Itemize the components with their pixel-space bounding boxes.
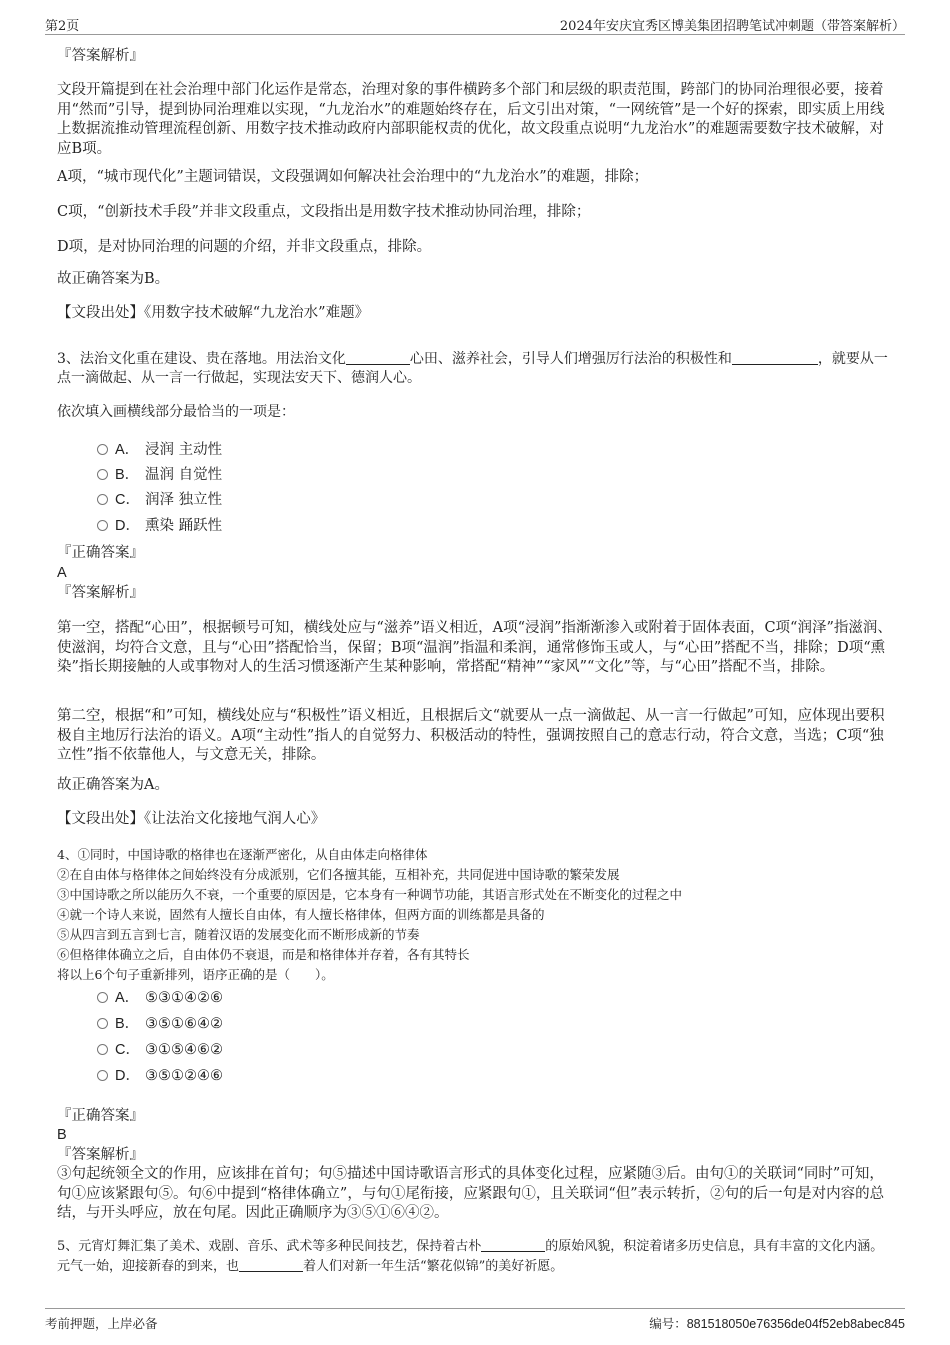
q4-option-b[interactable]: B． ③⑤①⑥④② (97, 1014, 223, 1034)
document-title: 2024年安庆宜秀区博美集团招聘笔试冲刺题（带答案解析） (559, 19, 905, 34)
q3-conclusion: 故正确答案为A。 (57, 777, 169, 793)
q4-stem (57, 845, 895, 985)
q3-blank-1 (346, 351, 410, 365)
q5-stem-part2: 的原始风貌，积淀着诸多历史信息，具有丰富的文化内涵。元气一始，迎接新春的到来，也 (57, 1239, 884, 1274)
q2-analysis-para4: D项，是对协同治理的问题的介绍，并非文段重点，排除。 (57, 239, 432, 255)
q3-instruction: 依次填入画横线部分最恰当的一项是： (57, 404, 295, 420)
radio-icon[interactable] (97, 1018, 108, 1029)
q3-analysis-para2: 第二空，根据“和”可知，横线处应与“积极性”语义相近，且根据后文“就要从一点一滴做起、从一言一行做起”可知，应体现出要积极自主地厉行法治的语义。A项“主动性”指人的自觉努力、积极活动的特性，强调按照自己的意志行动，符合文意，当选；C项“独立性”指不依靠他人，与文意无关，排除。 (57, 708, 885, 763)
radio-icon[interactable] (97, 494, 108, 505)
q5-stem (57, 1237, 895, 1277)
q4-analysis-label: 『答案解析』 (57, 1147, 144, 1163)
q4-option-a[interactable]: A． ⑤③①④②⑥ (97, 988, 223, 1008)
q4-answer-label: 『正确答案』 (57, 1108, 144, 1124)
radio-icon[interactable] (97, 444, 108, 455)
q3-answer-label: 『正确答案』 (57, 545, 144, 561)
radio-icon[interactable] (97, 520, 108, 531)
q3-option-d[interactable]: D． 熏染 踊跃性 (97, 516, 222, 536)
radio-icon[interactable] (97, 992, 108, 1003)
radio-icon[interactable] (97, 469, 108, 480)
q5-stem-part3: 着人们对新一年生活“繁花似锦”的美好祈愿。 (303, 1259, 564, 1274)
q4-answer: B (57, 1127, 67, 1143)
footer-slogan: 考前押题，上岸必备 (45, 1316, 158, 1331)
q3-blank-2 (732, 351, 818, 365)
q2-source: 【文段出处】《用数字技术破解“九龙治水”难题》 (57, 305, 370, 321)
q4-sentence-3: ③中国诗歌之所以能历久不衰，一个重要的原因是，它本身有一种调节功能，其语言形式处在不断变化的过程之中 (57, 887, 683, 902)
q2-analysis-para3: C项，“创新技术手段”并非文段重点，文段指出是用数字技术推动协同治理，排除； (57, 204, 591, 220)
q3-stem (57, 350, 895, 388)
q4-sentence-2: ②在自由体与格律体之间始终没有分成派别，它们各擅其能，互相补充，共同促进中国诗歌的繁荣发展 (57, 867, 620, 882)
code-value: 881518050e76356de04f52eb8abec845 (686, 1317, 905, 1331)
radio-icon[interactable] (97, 1070, 108, 1081)
q3-analysis-para1: 第一空，搭配“心田”，根据顿号可知，横线处应与“滋养”语义相近，A项“浸润”指渐渐渗入或附着于固体表面，C项“润泽”指滋润、使滋润，均符合文意，且与“心田”搭配恰当，保留；B项“温润”指温和柔润，通常修饰玉或人，与“心田”搭配不当，排除；D项“熏染”指长期接触的人或事物对人的生活习惯逐渐产生某种影响，常搭配“精神”“家风”“文化”等，与“心田”搭配不当，排除。 (57, 620, 892, 675)
q3-stem-part3: ，就要从一点一滴做起、从一言一行做起，实现法安天下、德润人心。 (57, 351, 888, 386)
page-header (45, 12, 905, 35)
document-code (649, 1314, 905, 1332)
q5-blank-1 (481, 1238, 545, 1252)
q3-stem-part2: 心田、滋养社会，引导人们增强厉行法治的积极性和 (409, 351, 732, 367)
q4-sentence-5: ⑤从四言到五言到七言，随着汉语的发展变化而不断形成新的节奏 (57, 927, 420, 942)
q2-analysis-para1: 文段开篇提到在社会治理中部门化运作是常态，治理对象的事件横跨多个部门和层级的职责范围，跨部门的协同治理很必要，接着用“然而”引导，提到协同治理难以实现，“九龙治水”的难题始终存在，后文引出对策，“一网统管”是一个好的探索，即实质上用线上数据流推动管理流程创新、用数字技术推动政府内部职能权责的优化，故文段重点说明“九龙治水”的难题需要数字技术破解，对应B项。 (57, 82, 885, 157)
q5-blank-2 (239, 1258, 303, 1272)
q4-option-d[interactable]: D． ③⑤①②④⑥ (97, 1066, 223, 1086)
q2-conclusion: 故正确答案为B。 (57, 271, 170, 287)
q2-analysis-label: 『答案解析』 (57, 48, 144, 64)
q3-answer: A (57, 565, 67, 581)
q4-analysis: ③句起统领全文的作用，应该排在首句；句⑤描述中国诗歌语言形式的具体变化过程，应紧随③后。由句①的关联词“同时”可知，句①应该紧跟句⑤。句⑥中提到“格律体确立”，与句①尾衔接，应紧跟句①，且关联词“但”表示转折，②句的后一句是对内容的总结，与开头呼应，放在句尾。因此正确顺序为③⑤①⑥④②。 (57, 1166, 885, 1221)
q3-stem-part1: 3、法治文化重在建设、贵在落地。用法治文化 (57, 351, 346, 367)
code-label: 编号： (649, 1316, 687, 1331)
q4-line-intro: 4、①同时，中国诗歌的格律也在逐渐严密化，从自由体走向格律体 (57, 847, 428, 862)
q2-analysis-para2: A项，“城市现代化”主题词错误，文段强调如何解决社会治理中的“九龙治水”的难题，排除； (57, 169, 649, 185)
q4-sentence-6: ⑥但格律体确立之后，自由体仍不衰退，而是和格律体并存着，各有其特长 (57, 947, 470, 962)
q4-instruction: 将以上6个句子重新排列，语序正确的是（ ）。 (57, 967, 334, 982)
q3-option-b[interactable]: B． 温润 自觉性 (97, 465, 222, 485)
page-number: 第2页 (45, 19, 80, 34)
q3-option-a[interactable]: A． 浸润 主动性 (97, 440, 222, 460)
q5-stem-part1: 5、元宵灯舞汇集了美术、戏剧、音乐、武术等多种民间技艺，保持着古朴 (57, 1239, 482, 1254)
page-footer (45, 1308, 905, 1331)
radio-icon[interactable] (97, 1044, 108, 1055)
q4-sentence-4: ④就一个诗人来说，固然有人擅长自由体，有人擅长格律体，但两方面的训练都是具备的 (57, 907, 545, 922)
q3-option-c[interactable]: C． 润泽 独立性 (97, 490, 222, 510)
q3-source: 【文段出处】《让法治文化接地气润人心》 (57, 811, 326, 827)
q3-analysis-label: 『答案解析』 (57, 585, 144, 601)
q4-option-c[interactable]: C． ③①⑤④⑥② (97, 1040, 223, 1060)
